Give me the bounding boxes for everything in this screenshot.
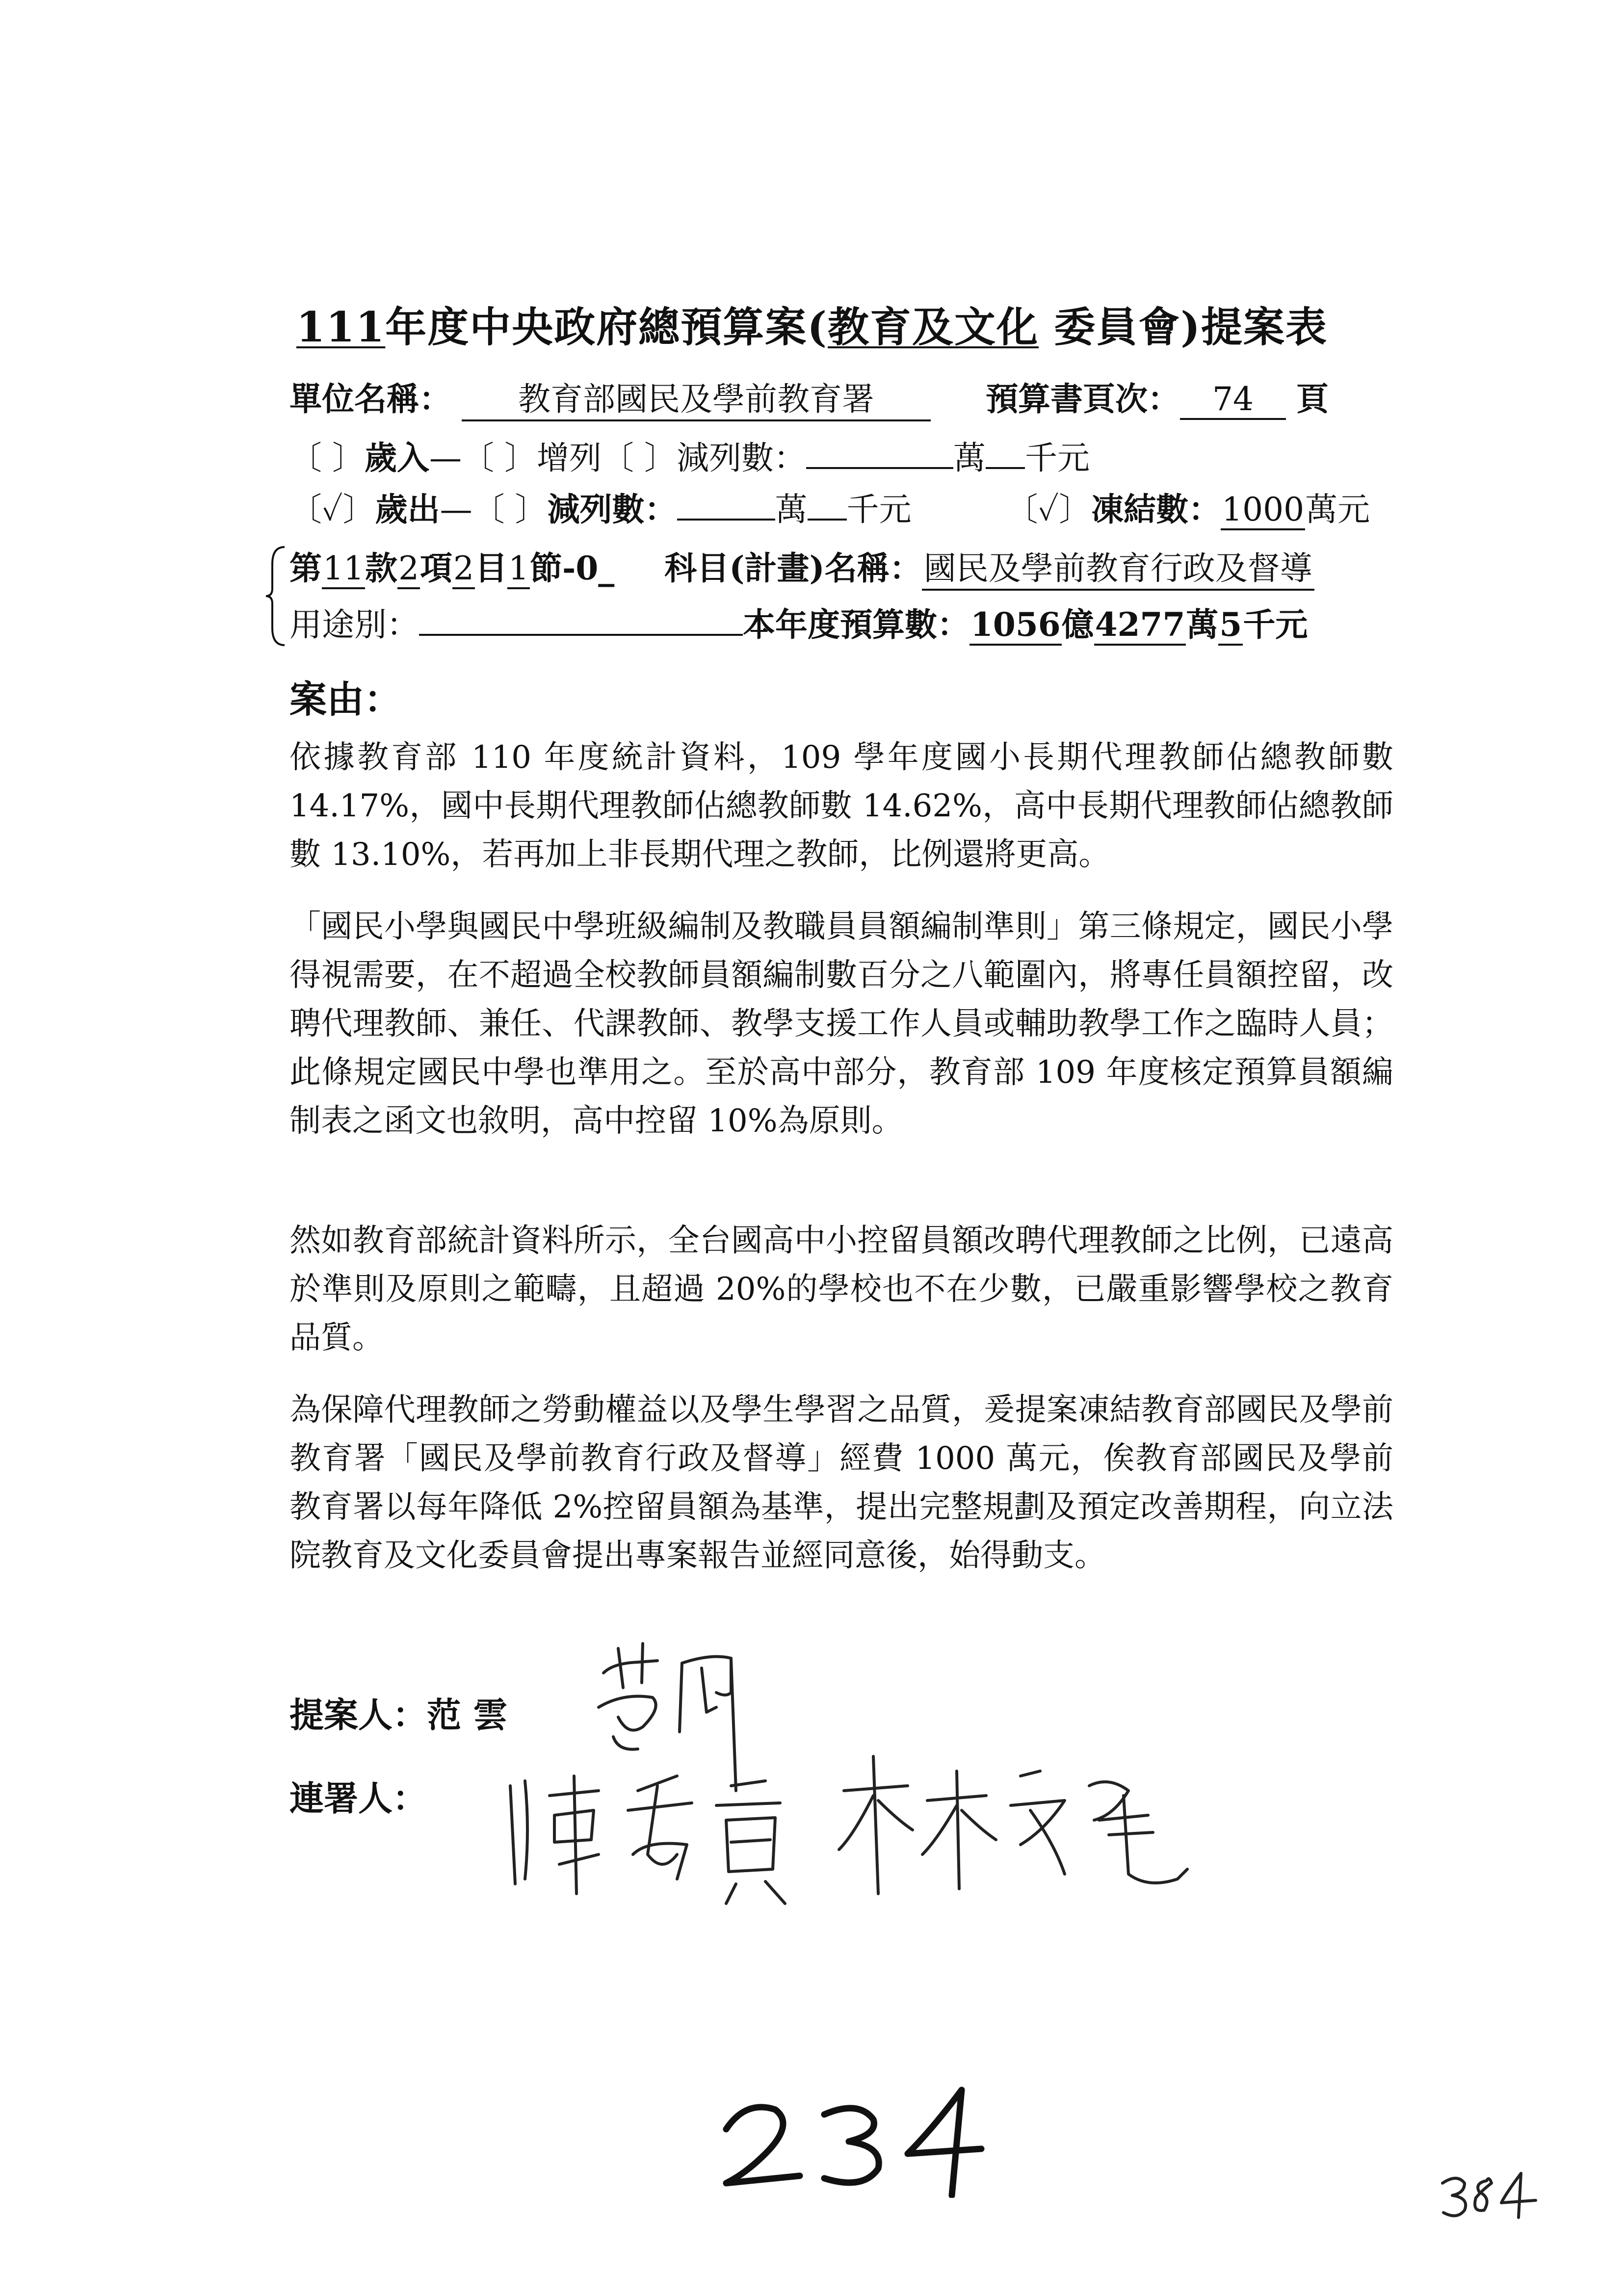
- usage-row: [289, 599, 1308, 646]
- revenue-box: 〔 〕: [289, 439, 365, 477]
- category-t3: 項: [419, 549, 452, 587]
- expense-decrease-blank: [677, 489, 775, 521]
- budget-wan: 4277: [1094, 605, 1186, 646]
- budget-wan-unit: 萬: [1186, 605, 1219, 644]
- revenue-row: [289, 432, 1090, 478]
- title-year: 111: [296, 303, 386, 351]
- freeze-unit: 萬元: [1305, 491, 1370, 528]
- category-xiang: 2: [397, 549, 420, 589]
- revenue-decrease-blank: [806, 438, 953, 469]
- revenue-decrease-label: 減列數：: [676, 439, 806, 477]
- budget-qian: 5: [1218, 605, 1243, 646]
- cosigner-signature-2: [834, 1747, 1207, 1908]
- usage-blank: [419, 604, 743, 636]
- category-kuan: 11: [322, 549, 365, 589]
- document-title: [0, 294, 1624, 354]
- title-part1: 年度中央政府總預算案(: [385, 303, 828, 351]
- category-row: [289, 542, 1314, 591]
- subject-value: 國民及學前教育行政及督導: [922, 542, 1314, 591]
- category-mu: 2: [452, 549, 475, 589]
- revenue-qian: 千元: [1024, 439, 1090, 477]
- subject-label: 科目(計畫)名稱：: [664, 549, 922, 587]
- expense-wan: 萬: [775, 491, 808, 528]
- expense-qian: 千元: [846, 491, 912, 528]
- handwritten-corner-number: [1438, 2168, 1545, 2224]
- revenue-dash: —: [429, 439, 462, 477]
- proposer-name: 范 雲: [427, 1695, 508, 1735]
- expense-row: [289, 483, 1370, 530]
- unit-value: 教育部國民及學前教育署: [462, 373, 931, 421]
- freeze-label: 凍結數：: [1091, 490, 1221, 528]
- reason-paragraph-3: 然如教育部統計資料所示，全台國高中小控留員額改聘代理教師之比例，已遠高於準則及原則之範疇，且超過 20%的學校也不在少數，已嚴重影響學校之教育品質。: [289, 1223, 1393, 1356]
- page-label: 預算書頁次：: [985, 380, 1180, 418]
- expense-decrease-box: 〔 〕: [472, 491, 548, 528]
- unit-label: 單位名稱：: [289, 380, 451, 418]
- category-t5: 節-0_: [529, 549, 615, 587]
- expense-label: 歲出: [375, 490, 440, 528]
- budget-yi-unit: 億: [1061, 605, 1094, 644]
- handwritten-page-number: [716, 2085, 991, 2200]
- revenue-qian-blank: [986, 438, 1025, 469]
- cosigner-label: 連署人：: [289, 1778, 427, 1819]
- expense-dash: —: [440, 491, 472, 528]
- revenue-increase-label: 增列: [536, 439, 602, 477]
- left-brace: [265, 545, 289, 648]
- revenue-increase-box: 〔 〕: [461, 439, 537, 477]
- revenue-decrease-box: 〔 〕: [601, 439, 677, 477]
- page-value: 74: [1180, 380, 1286, 420]
- category-t1: 第: [289, 549, 322, 587]
- category-t4: 目: [474, 549, 507, 587]
- reason-paragraph-2: 「國民小學與國民中學班級編制及教職員員額編制準則」第三條規定，國民小學得視需要，在不超過全校教師員額編制數百分之八範圍內，將專任員額控留，改聘代理教師、兼任、代課教師、教學支援工作人員或輔助教學工作之臨時人員；此條規定國民中學也準用之。至於高中部分，教育部 109 年度核定預算員額編制表之函文也敘明，高中控留 10%為原則。: [289, 909, 1393, 1139]
- category-t2: 款: [365, 549, 397, 587]
- budget-qian-unit: 千元: [1243, 605, 1308, 644]
- expense-decrease-label: 減列數：: [547, 490, 677, 528]
- budget-label: 本年度預算數：: [743, 605, 969, 644]
- revenue-label: 歲入: [364, 439, 429, 477]
- freeze-box: 〔✓〕: [1005, 491, 1092, 528]
- reason-heading: 案由：: [289, 678, 401, 721]
- expense-box: 〔✓〕: [289, 491, 375, 528]
- cosigner-signature-1: [500, 1756, 854, 1908]
- reason-paragraph-1: 依據教育部 110 年度統計資料，109 學年度國小長期代理教師佔總教師數 14.17%，國中長期代理教師佔總教師數 14.62%，高中長期代理教師佔總教師數 13.10%，若再加上非長期代理之教師，比例還將更高。: [289, 739, 1393, 873]
- usage-label: 用途別：: [289, 606, 419, 644]
- proposer-row: [289, 1688, 507, 1737]
- unit-row: [289, 373, 1329, 421]
- budget-yi: 1056: [969, 605, 1062, 646]
- expense-qian-blank: [808, 489, 847, 521]
- proposer-label: 提案人：: [289, 1695, 427, 1735]
- page-suffix: 頁: [1296, 380, 1329, 418]
- title-committee: 教育及文化: [828, 303, 1039, 351]
- reason-paragraph-4: 為保障代理教師之勞動權益以及學生學習之品質，爰提案凍結教育部國民及學前教育署「國民及學前教育行政及督導」經費 1000 萬元，俟教育部國民及學前教育署以每年降低 2%控留員額為基準，提出完整規劃及預定改善期程，向立法院教育及文化委員會提出專案報告並經同意後，始得動支。: [289, 1392, 1393, 1574]
- revenue-wan: 萬: [953, 439, 986, 477]
- category-jie: 1: [507, 549, 530, 589]
- freeze-value: 1000: [1221, 491, 1305, 530]
- title-part2: 委員會)提案表: [1039, 303, 1328, 351]
